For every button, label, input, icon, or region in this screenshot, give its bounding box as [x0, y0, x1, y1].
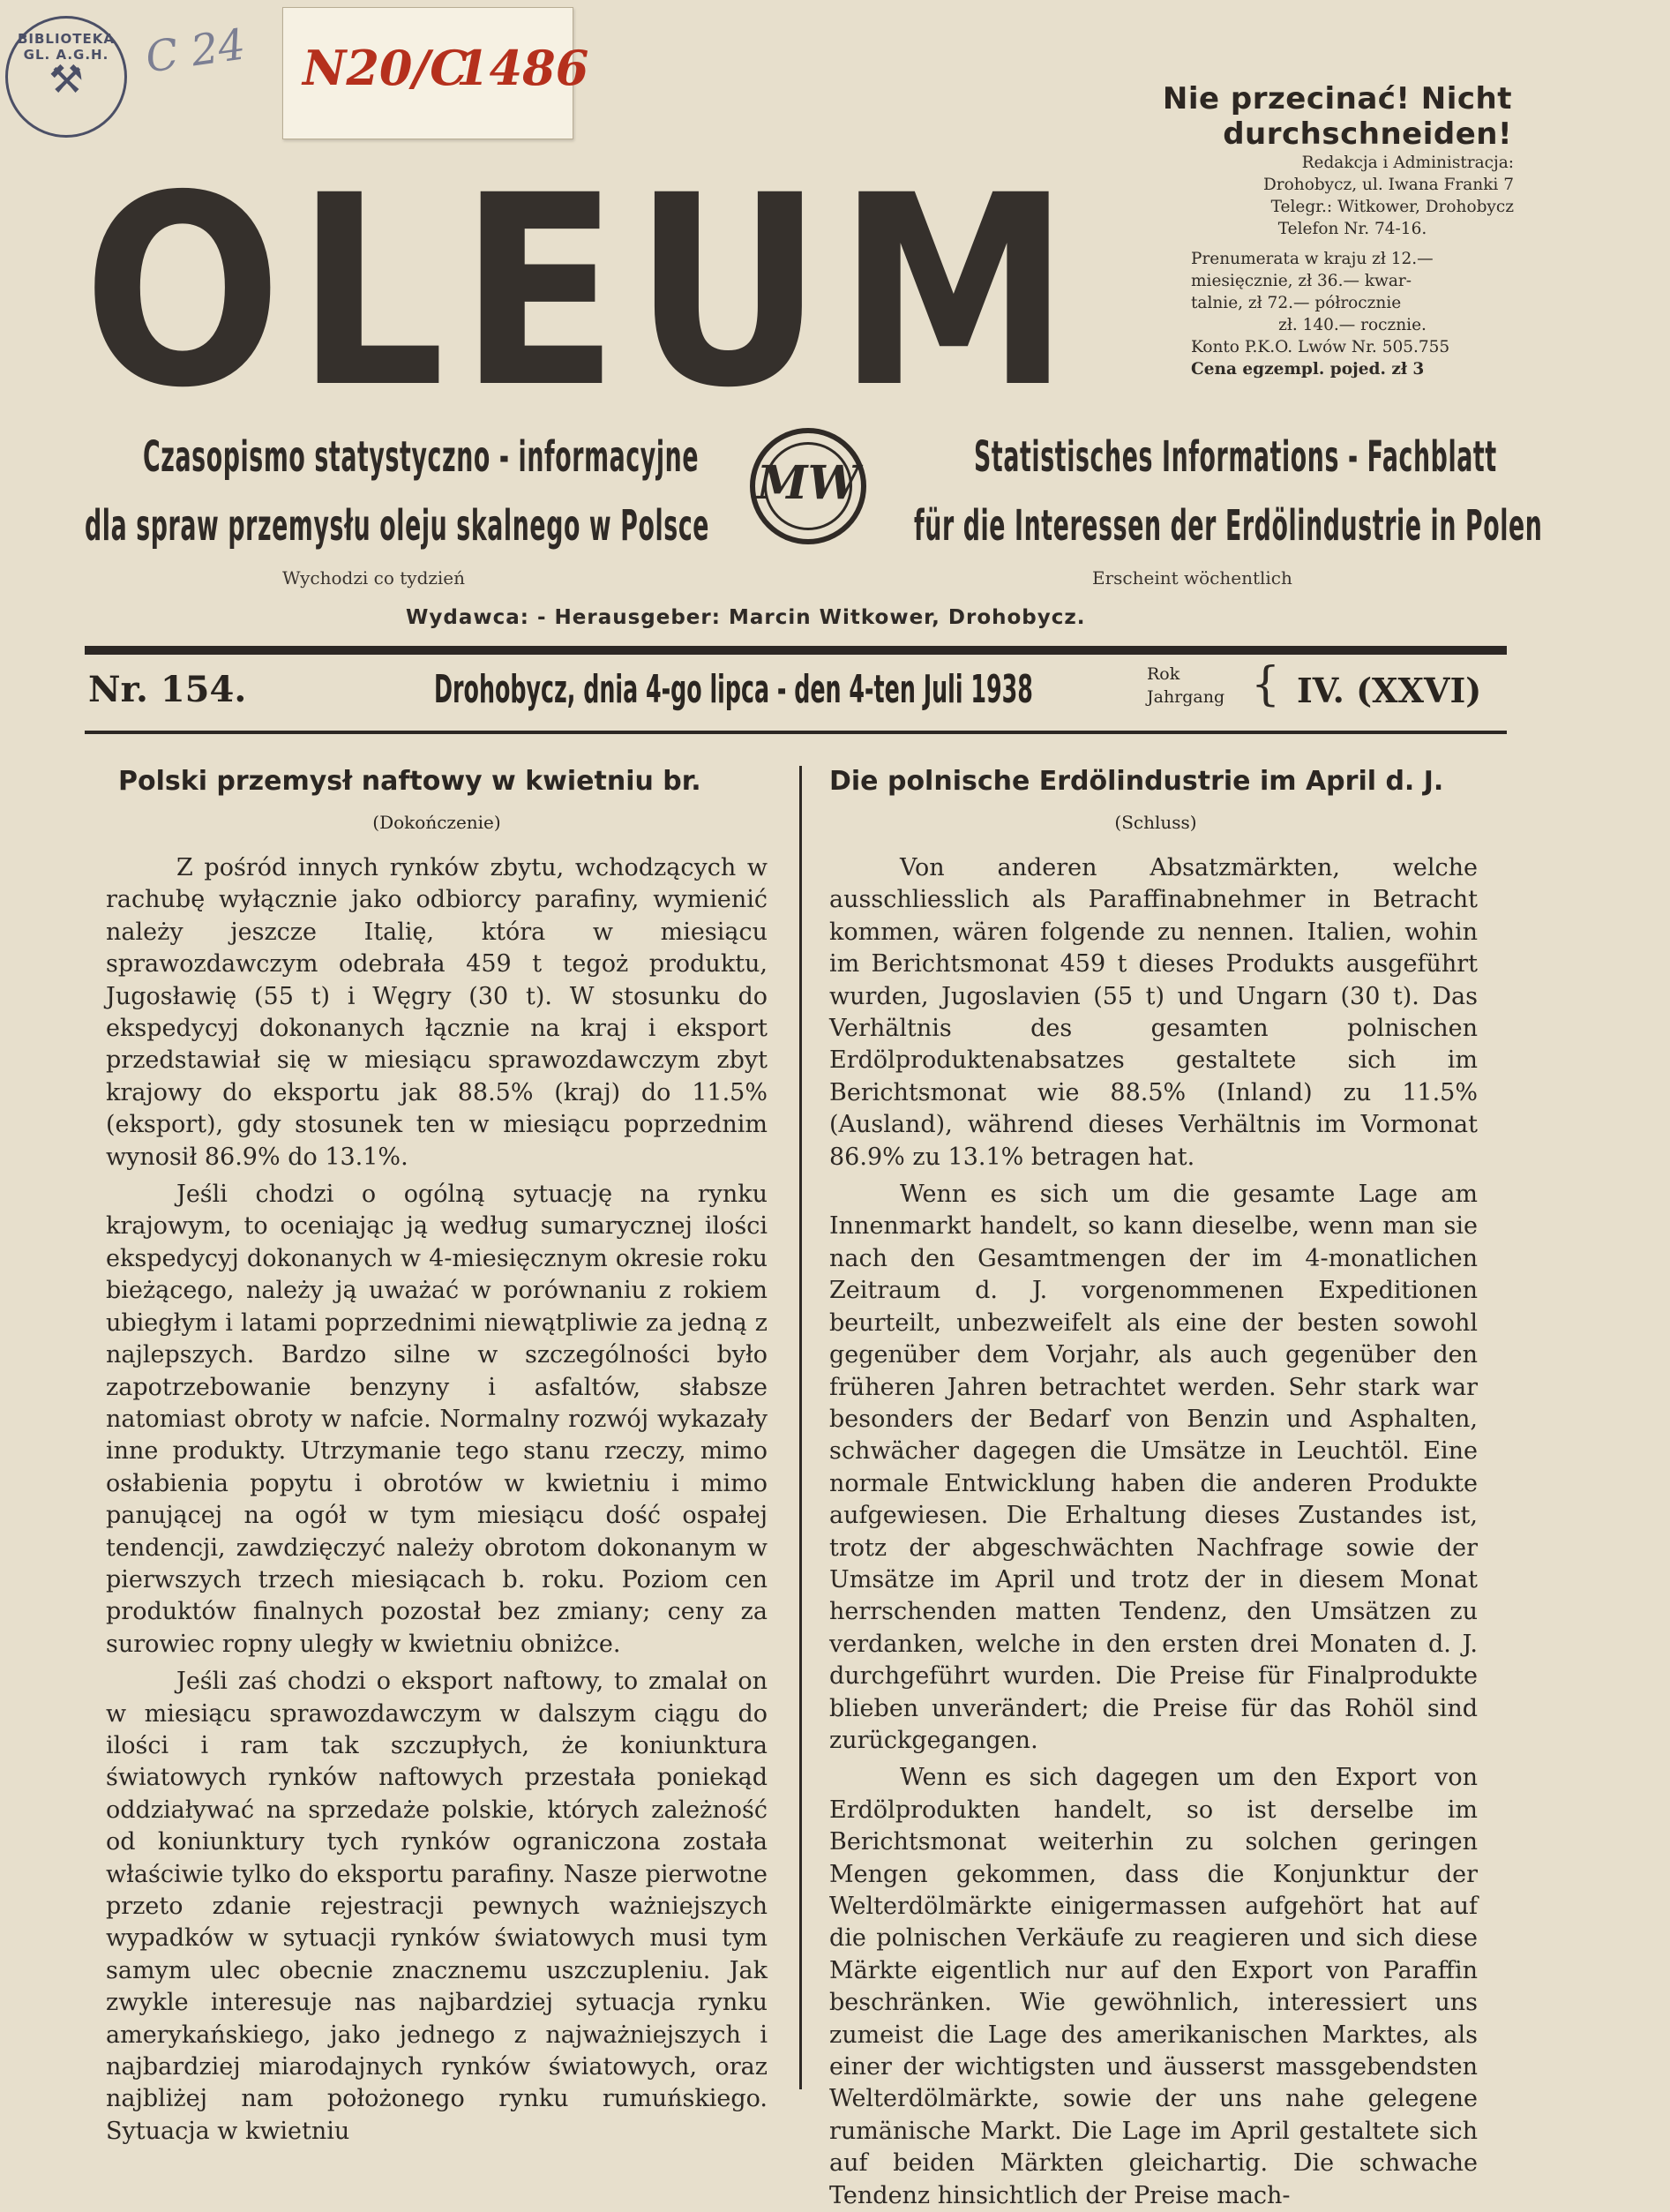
contact-line: Redakcja i Administracja:: [1301, 154, 1514, 172]
publisher-line: Wydawca: - Herausgeber: Marcin Witkower, Drohobycz.: [406, 606, 1086, 629]
contact-line: talnie, zł 72.— półrocznie: [1191, 293, 1402, 312]
issue-number: Nr. 154.: [88, 669, 247, 710]
paragraph: Von anderen Absatzmärkten, welche ausschliesslich als Paraffinabnehmer in Betracht kommen, wären folgende zu nennen. Italien, wohin im Berichtsmonat 459 t dieses Produkts ausgeführt wurden, Jugoslavien (55 t) und Ungarn (30 t). Das Verhältnis des gesamten polnischen Erdölproduktenabsatzes gestaltete sich im Berichtsmonat wie 88.5% (Inland) zu 11.5% (Ausland), während dieses Verhältnis im Vormonat 86.9% zu 13.1% betragen hat.: [829, 854, 1478, 1171]
contact-line: Drohobycz, ul. Iwana Franki 7: [1262, 176, 1514, 195]
article-de-subtitle: (Schluss): [1114, 812, 1197, 833]
header-rule-top: [85, 646, 1507, 655]
subtitle-pl-1: Czasopismo statystyczno - informacyjne: [143, 432, 700, 482]
subtitle-de-2: für die Interessen der Erdölindustrie in Polen: [914, 501, 1543, 551]
catalog-label-left: N20/C: [303, 40, 468, 96]
call-mark: C 24: [142, 19, 249, 83]
subtitle-pl-2: dla spraw przemysłu oleju skalnego w Polsce: [85, 501, 710, 551]
contact-line: Prenumerata w kraju zł 12.—: [1191, 249, 1434, 268]
library-stamp: [5, 16, 127, 138]
catalog-label-right: 1486: [456, 40, 589, 96]
subtitle-de-1: Statistisches Informations - Fachblatt: [974, 432, 1497, 482]
contact-line: miesięcznie, zł 36.— kwar-: [1191, 271, 1412, 290]
contact-line: Konto P.K.O. Lwów Nr. 505.755: [1191, 338, 1450, 357]
price-line: Cena egzempl. pojed. zł 3: [1191, 360, 1425, 379]
article-pl-body: [106, 852, 768, 2148]
brace-glyph: {: [1251, 658, 1281, 711]
paragraph: Z pośród innych rynków zbytu, wchodzących w rachubę wyłącznie jako odbiorcy parafiny, wymienić należy jeszcze Italię, która w miesiącu sprawozdawczym odebrała 459 t tegoż produktu, Jugosławię (55 t) i Węgry (30 t). W stosunku do ekspedycyj dokonanych łącznie na kraj i eksport przedstawiał się w miesiącu sprawozdawczym zbyt krajowy do eksportu jak 88.5% (kraj) do 11.5% (eksport), gdy stosunek ten w miesiącu poprzednim wynosił 86.9% do 13.1%.: [106, 854, 768, 1171]
paragraph: Jeśli chodzi o ogólną sytuację na rynku krajowym, to oceniając ją według sumarycznej ilości ekspedycyj dokonanych w 4-miesięcznym okresie roku bieżącego, należy ją uważać w porównaniu z rokiem ubiegłym i latami poprzednimi niewątpliwie za jedną z najlepszych. Bardzo silne w szczególności było zapotrzebowanie benzyny i asfaltów, słabsze natomiast obroty w nafcie. Normalny rozwój wykazały inne produkty. Utrzymanie tego stanu rzeczy, mimo osłabienia popytu i obrotów w kwietniu i mimo panującej na ogół w tym miesiącu dość ospałej tendencji, zawdzięczyć należy obrotom dokonanym w pierwszych trzech miesiącach b. roku. Poziom cen produktów finalnych pozostał bez zmiany; ceny za surowiec ropny uległy w kwietniu obniżce.: [106, 1181, 768, 1658]
year-label: [1147, 664, 1224, 709]
column-divider: [799, 766, 802, 2089]
emblem-logo: [750, 428, 866, 544]
frequency-pl: Wychodzi co tydzień: [282, 567, 466, 589]
masthead-title: OLEUM: [83, 139, 1084, 446]
frequency-de: Erscheint wöchentlich: [1092, 567, 1292, 589]
article-de-body: [829, 852, 1478, 2212]
issue-date: Drohobycz, dnia 4-go lipca - den 4-ten Juli 1938: [434, 667, 1033, 712]
warning-text: Nie przecinać! Nicht durchschneiden!: [1162, 81, 1512, 152]
rok-label: Rok: [1147, 664, 1180, 684]
contact-line: Telegr.: Witkower, Drohobycz: [1270, 198, 1514, 217]
paragraph: Wenn es sich dagegen um den Export von Erdölprodukten handelt, so ist derselbe im Berichtsmonat weiterhin zu solchen geringen Mengen gekommen, dass die Konjunktur der Welterdölmärkte einigermassen aufgehört hat auf die polnischen Verkäufe zu reagieren und sich diese Märkte eigentlich nur auf den Export von Paraffin beschränken. Wie gewöhnlich, interessiert uns zumeist die Lage des amerikanischen Marktes, als einer der wichtigsten und äusserst massgebendsten Welterdölmärkte, sowie der uns nahe gelegene rumänische Markt. Die Lage im April gestaltete sich auf beiden Märkten gleichartig. Die schwache Tendenz hinsichtlich der Preise mach-: [829, 1764, 1478, 2209]
article-pl-title: Polski przemysł naftowy w kwietniu br.: [118, 766, 701, 797]
emblem-monogram: MW: [757, 456, 859, 510]
article-pl-subtitle: (Dokończenie): [372, 812, 501, 833]
hammer-pick-icon: ⚒: [49, 57, 84, 102]
header-rule-bottom: [85, 731, 1507, 734]
paragraph: Jeśli zaś chodzi o eksport naftowy, to zmalał on w miesiącu sprawozdawczym w dalszym ciągu do ilości i ram tak szczupłych, że koniunktura światowych rynków naftowych przestała poniekąd oddziaływać na sprzedaże polskie, których zależność od koniunktury tych rynków ograniczona została właściwie tylko do eksportu parafiny. Nasze pierwotne przeto zdanie rejestracji pewnych ważniejszych wypadków w sytuacji rynków światowych musi tym samym ulec obecnie znacznemu uszczupleniu. Jak zwykle interesuje nas najbardziej sytuacja rynku amerykańskiego, jako jednego z najważniejszych i najbardziej miarodajnych rynków światowych, oraz najbliżej nam położonego rynku rumuńskiego. Sytuacja w kwietniu: [106, 1668, 768, 2145]
volume-number: IV. (XXVI): [1297, 671, 1482, 710]
contact-line: Telefon Nr. 74-16.: [1277, 220, 1427, 239]
stamp-text: BIBLIOTEKA GL. A.G.H.: [17, 31, 116, 63]
jahrgang-label: Jahrgang: [1147, 686, 1225, 707]
paragraph: Wenn es sich um die gesamte Lage am Innenmarkt handelt, so kann dieselbe, wenn man sie nach den Gesamtmengen der im 4-monatlichen Zeitraum d. J. vorgenommenen Expeditionen beurteilt, unbezweifelt als eine der besten sowohl gegenüber dem Vorjahr, als auch gegenüber den früheren Jahren betrachtet werden. Sehr stark war besonders der Bedarf von Benzin und Asphalten, schwächer dagegen die Umsätze in Leuchtöl. Eine normale Entwicklung haben die anderen Produkte aufgewiesen. Die Erhaltung dieses Zustandes ist, trotz der abgeschwächten Nachfrage sowie der Umsätze im April und trotz der in diesem Monat herrschenden matten Tendenz, den Umsätzen zu verdanken, welche in den ersten drei Monaten d. J. durchgeführt wurden. Die Preise für Finalprodukte blieben unverändert; die Preise für das Rohöl sind zurückgegangen.: [829, 1181, 1478, 1754]
contact-line: zł. 140.— rocznie.: [1278, 316, 1427, 335]
contact-block: [1191, 152, 1514, 381]
article-de-title: Die polnische Erdölindustrie im April d. J.: [829, 766, 1444, 797]
catalog-label: [282, 7, 589, 139]
